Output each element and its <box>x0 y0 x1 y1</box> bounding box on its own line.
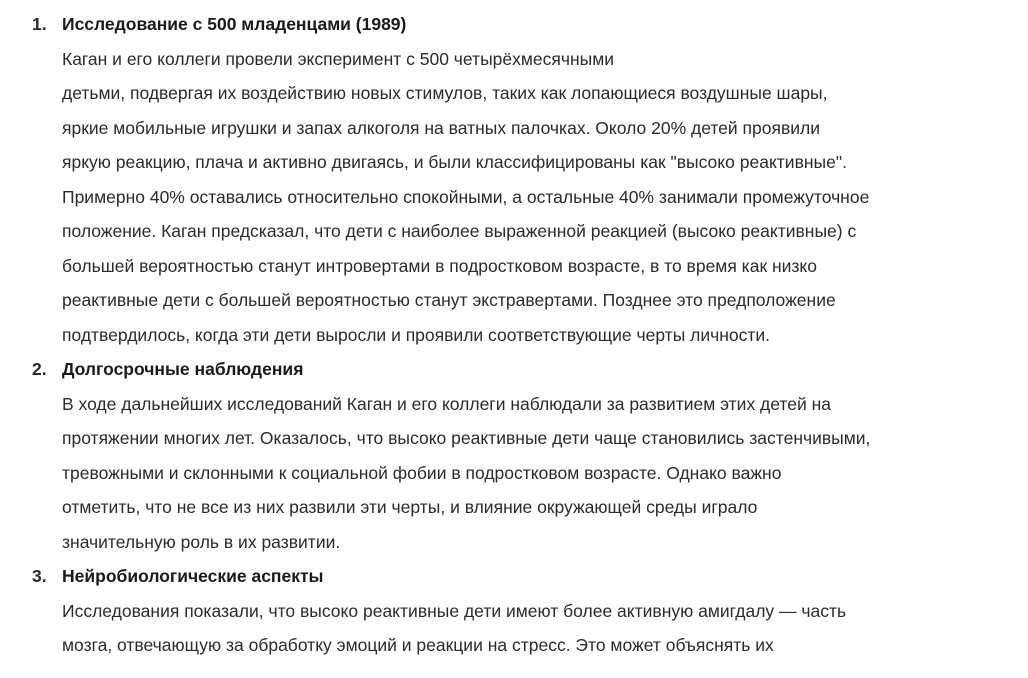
list-item-title: Долгосрочные наблюдения <box>62 359 304 379</box>
list-item-number: 3. <box>32 566 47 586</box>
numbered-list <box>0 7 1028 663</box>
list-item-title: Исследование с 500 младенцами (1989) <box>62 14 407 34</box>
text-line: Каган и его коллеги провели эксперимент с 500 четырёхмесячными <box>62 48 615 69</box>
text-line: тревожными и склонными к социальной фобии в подростковом возрасте. Однако важно <box>62 462 782 483</box>
text-line: значительную роль в их развитии. <box>62 531 341 552</box>
text-line: мозга, отвечающую за обработку эмоций и реакции на стресс. Это может объяснять их <box>62 635 774 655</box>
text-line: яркую реакцию, плача и активно двигаясь, и были классифицированы как "высоко реактивные". <box>62 152 847 172</box>
text-line: яркие мобильные игрушки и запах алкоголя на ватных палочках. Около 20% детей проявили <box>62 117 821 138</box>
text-line: В ходе дальнейших исследований Каган и его коллеги наблюдали за развитием этих детей на <box>62 393 832 414</box>
text-line: Примерно 40% оставались относительно спокойными, а остальные 40% занимали промежуточное <box>62 186 870 207</box>
list-item <box>0 559 1028 663</box>
text-line: Исследования показали, что высоко реактивные дети имеют более активную амигдалу — часть <box>62 600 847 621</box>
text-line: положение. Каган предсказал, что дети с наиболее выраженной реакцией (высоко реактивные) с <box>62 221 857 241</box>
text-line: подтвердилось, когда эти дети выросли и проявили соответствующие черты личности. <box>62 324 771 345</box>
list-item-text <box>62 594 1008 663</box>
list-item-number: 1. <box>32 14 47 34</box>
text-line: большей вероятностью станут интровертами в подростковом возрасте, в то время как низко <box>62 255 818 276</box>
text-line: реактивные дети с большей вероятностью станут экстравертами. Позднее это предположение <box>62 290 836 310</box>
list-item-text <box>62 387 1008 560</box>
list-item <box>0 7 1028 352</box>
text-line: протяжении многих лет. Оказалось, что высоко реактивные дети чаще становились застенчивыми, <box>62 428 871 448</box>
list-item <box>0 352 1028 559</box>
list-item-text <box>62 42 1008 353</box>
text-line: детьми, подвергая их воздействию новых стимулов, таких как лопающиеся воздушные шары, <box>62 83 828 103</box>
text-line: отметить, что не все из них развили эти черты, и влияние окружающей среды играло <box>62 497 758 517</box>
list-item-title: Нейробиологические аспекты <box>62 566 324 586</box>
list-item-number: 2. <box>32 359 47 379</box>
